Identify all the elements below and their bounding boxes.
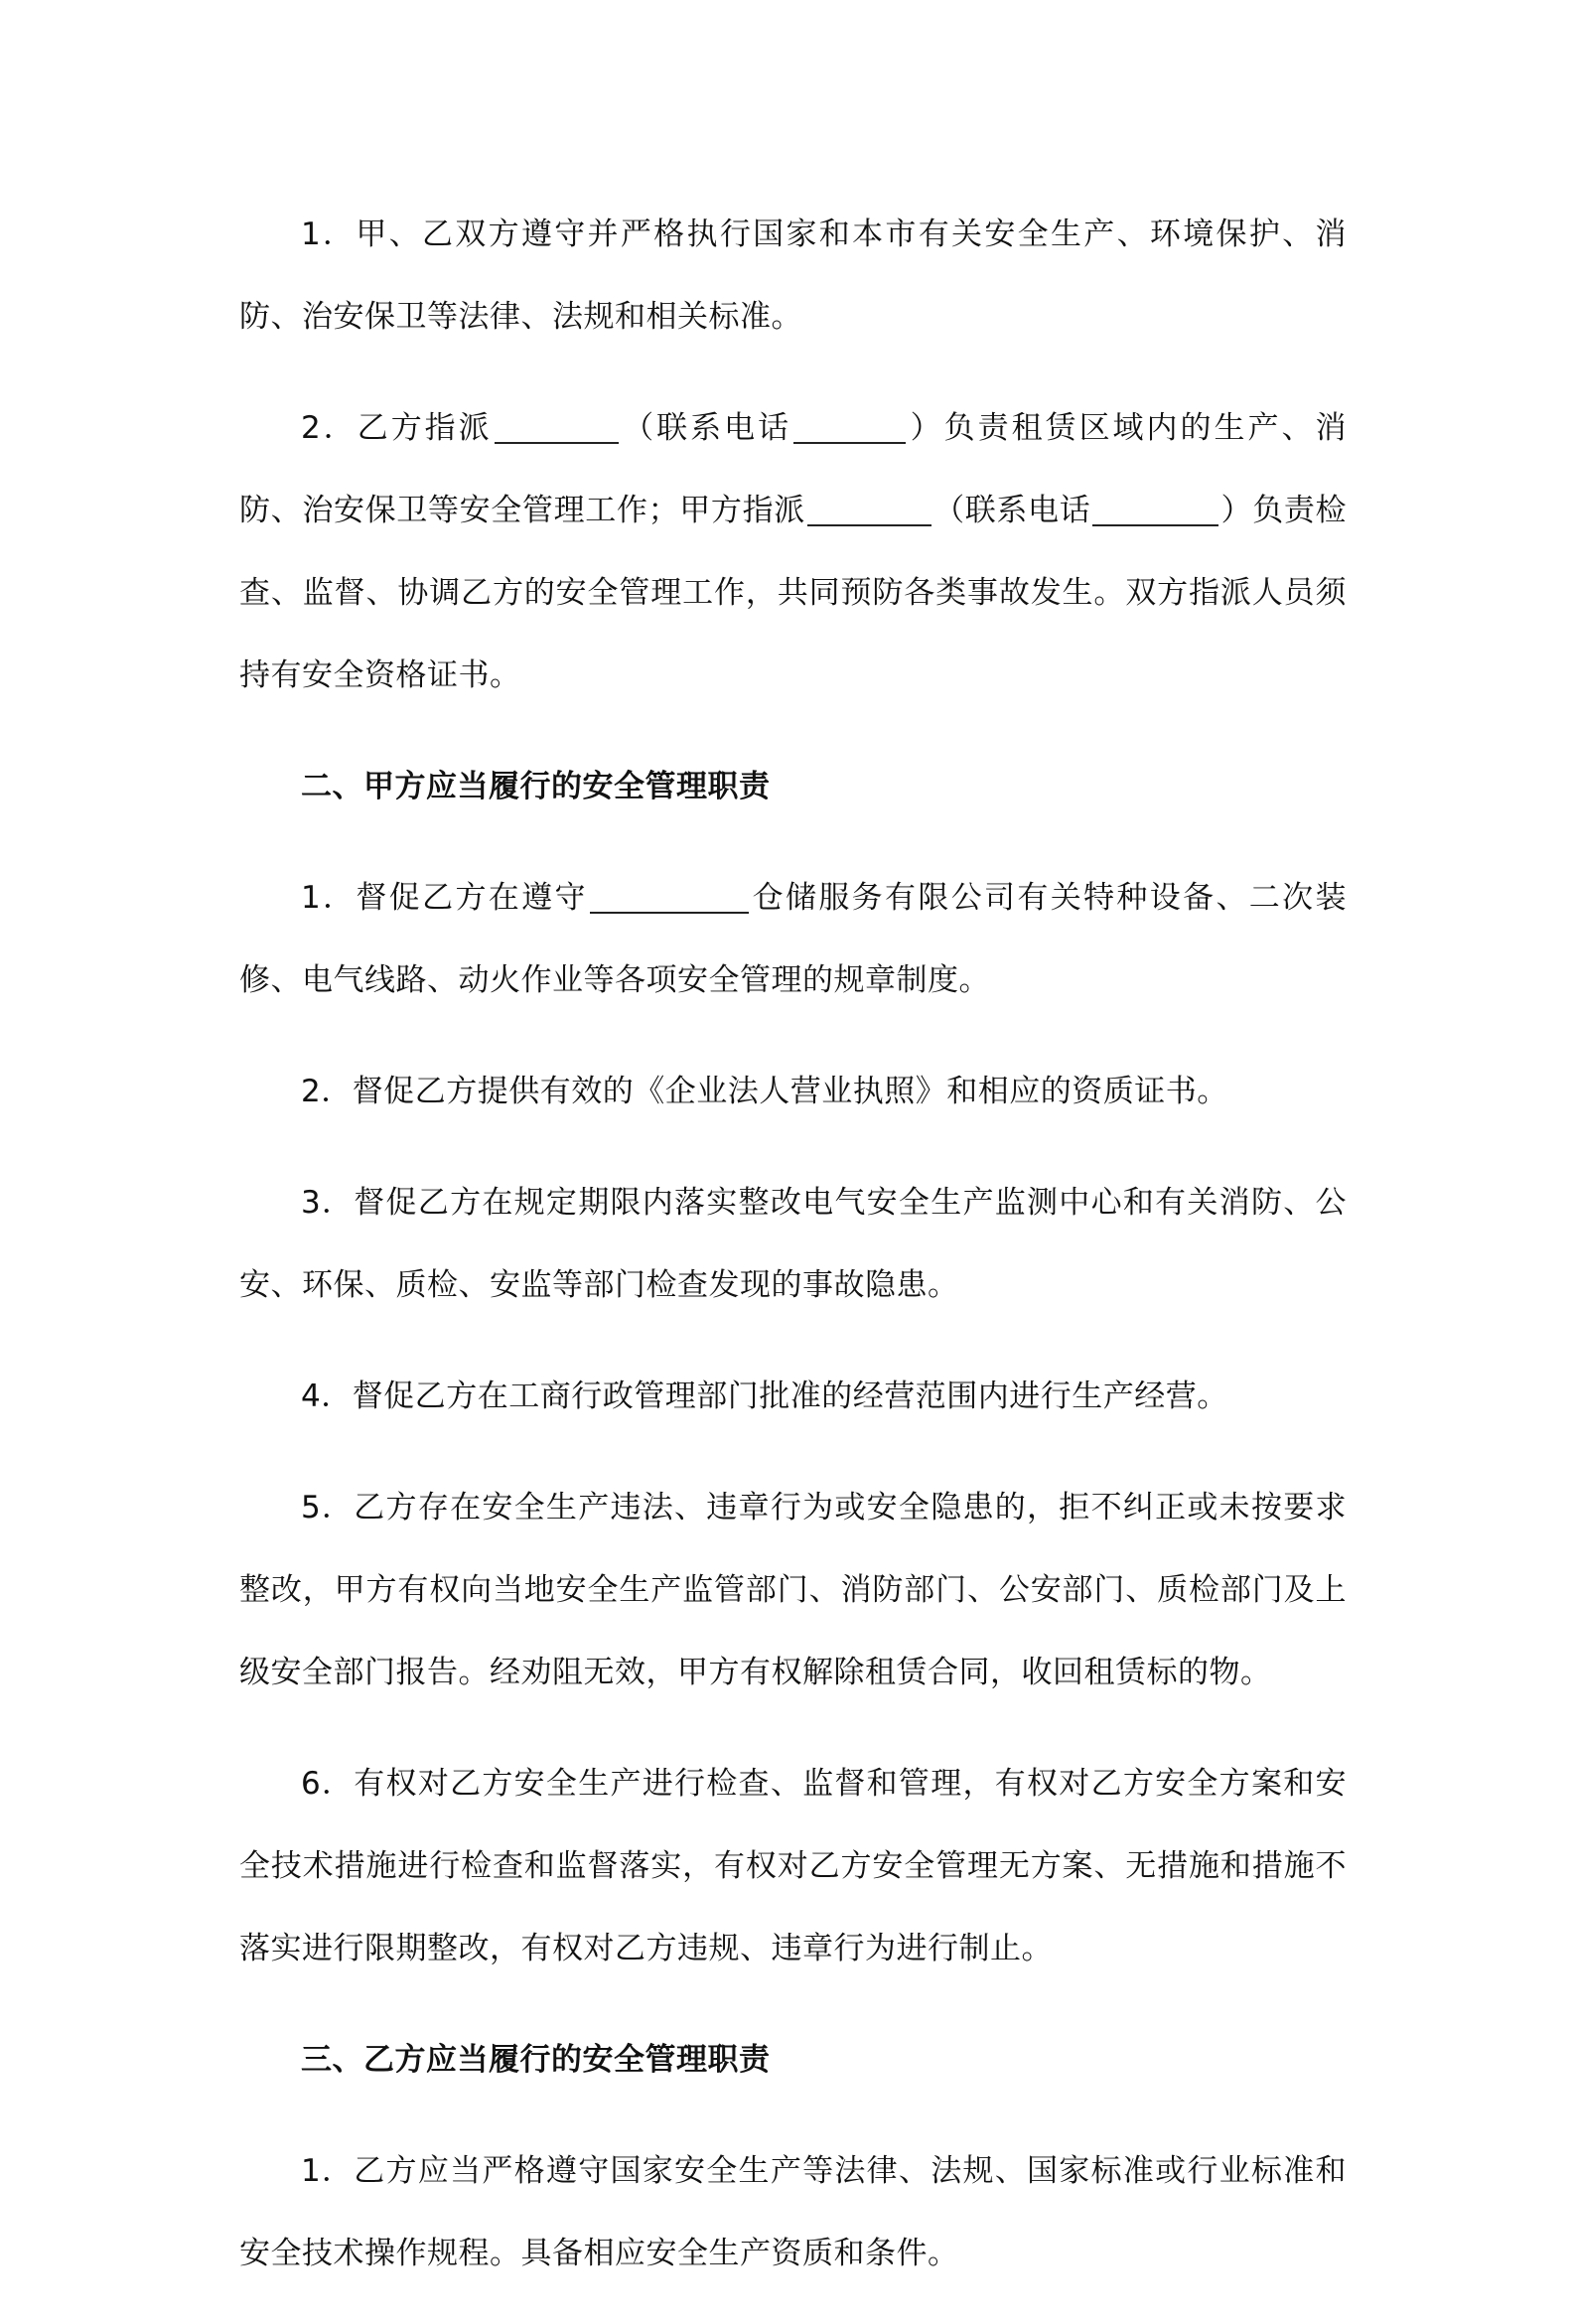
clause-text: （联系电话 bbox=[932, 493, 1091, 528]
fill-in-blank[interactable] bbox=[495, 408, 619, 444]
clause-paragraph-with-blanks bbox=[239, 387, 1347, 717]
clause-text: ）负责检查、监督、协调乙方的安全管理工作，共同预防各类事故发生。双方指派人员须持有安全资格证书。 bbox=[239, 493, 1348, 693]
fill-in-blank[interactable] bbox=[1092, 491, 1218, 526]
document-body bbox=[239, 194, 1347, 2324]
clause-paragraph: 6．有权对乙方安全生产进行检查、监督和管理，有权对乙方安全方案和安全技术措施进行检查和监督落实，有权对乙方安全管理无方案、无措施和措施不落实进行限期整改，有权对乙方违规、违章行为进行制止。 bbox=[239, 1766, 1347, 1966]
clause-paragraph: 2．督促乙方提供有效的《企业法人营业执照》和相应的资质证书。 bbox=[301, 1074, 1228, 1109]
fill-in-blank[interactable] bbox=[793, 408, 906, 444]
fill-in-blank[interactable] bbox=[807, 491, 931, 526]
clause-paragraph: 3．督促乙方在规定期限内落实整改电气安全生产监测中心和有关消防、公安、环保、质检、安监等部门检查发现的事故隐患。 bbox=[239, 1185, 1347, 1303]
clause-text: （联系电话 bbox=[620, 410, 792, 446]
clause-paragraph: 1．乙方应当严格遵守国家安全生产等法律、法规、国家标准或行业标准和安全技术操作规程。具备相应安全生产资质和条件。 bbox=[239, 2153, 1347, 2271]
fill-in-blank[interactable] bbox=[590, 878, 749, 914]
clause-paragraph: 5．乙方存在安全生产违法、违章行为或安全隐患的，拒不纠正或未按要求整改，甲方有权向当地安全生产监管部门、消防部门、公安部门、质检部门及上级安全部门报告。经劝阻无效，甲方有权解除租赁合同，收回租赁标的物。 bbox=[239, 1490, 1347, 1690]
clause-text: ）负责租赁区域内的生产、消防、治安保卫等安全管理工作；甲方指派 bbox=[239, 410, 1348, 528]
clause-paragraph: 4．督促乙方在工商行政管理部门批准的经营范围内进行生产经营。 bbox=[301, 1379, 1228, 1414]
clause-text: 2．乙方指派 bbox=[301, 410, 493, 446]
clause-paragraph-with-blank bbox=[239, 857, 1347, 1022]
clause-text: 仓储服务有限公司有关特种设备、二次装修、电气线路、动火作业等各项安全管理的规章制度。 bbox=[239, 880, 1347, 998]
section-heading: 二、甲方应当履行的安全管理职责 bbox=[301, 769, 771, 804]
clause-text: 1．督促乙方在遵守 bbox=[301, 880, 588, 916]
section-heading: 三、乙方应当履行的安全管理职责 bbox=[301, 2042, 771, 2078]
clause-paragraph: 1．甲、乙双方遵守并严格执行国家和本市有关安全生产、环境保护、消防、治安保卫等法律、法规和相关标准。 bbox=[239, 217, 1347, 335]
